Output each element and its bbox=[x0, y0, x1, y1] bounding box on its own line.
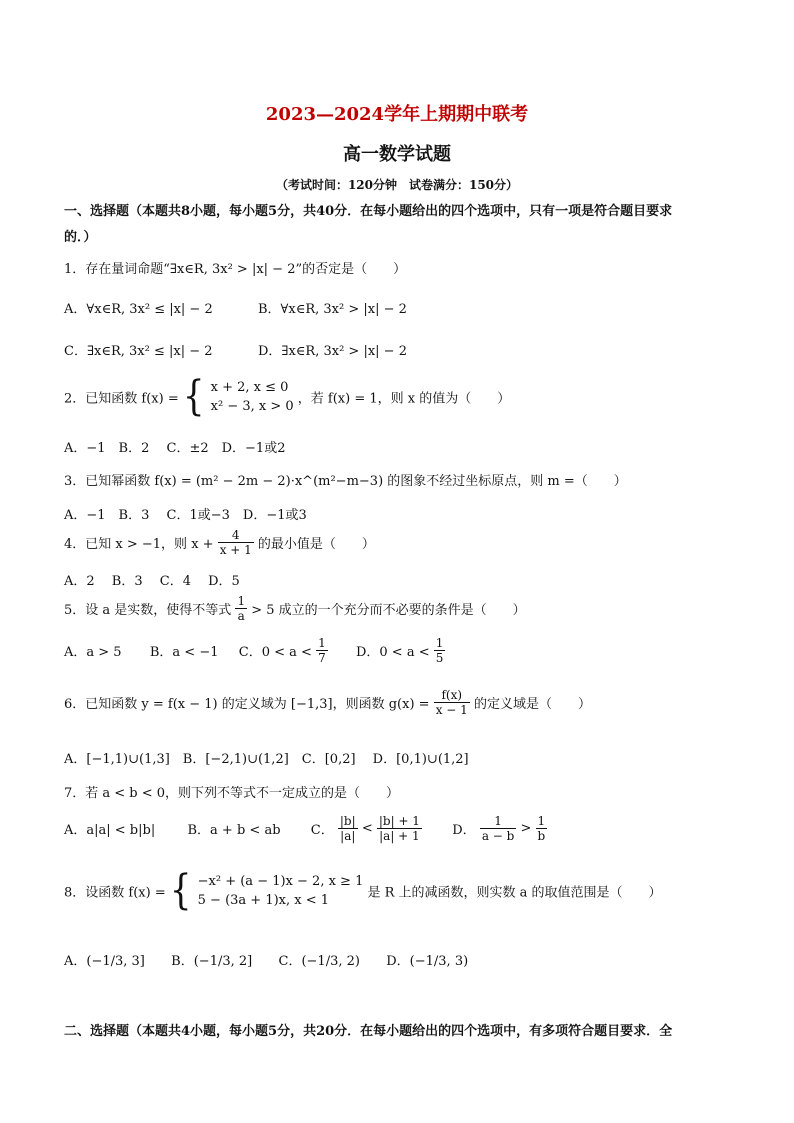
q7-c-den2: |a| + 1 bbox=[379, 829, 420, 843]
q7-option-d-frac2 bbox=[536, 814, 548, 843]
q8-option-b: B．(−1/3, 2] bbox=[171, 954, 253, 969]
q8-options bbox=[64, 950, 468, 969]
q1-stem: 1．存在量词命题“∃x∈R, 3x² > |x| − 2”的否定是（ ） bbox=[64, 262, 407, 277]
q6-stem bbox=[64, 688, 591, 717]
q7-option-d-frac1 bbox=[480, 814, 517, 843]
q7-d-num1: 1 bbox=[480, 814, 517, 829]
q7-option-c-label: C． bbox=[310, 823, 334, 838]
q8-option-a: A．(−1/3, 3] bbox=[64, 954, 145, 969]
q6-prefix: 6．已知函数 y = f(x − 1) 的定义域为 [−1,3]，则函数 g(x) = bbox=[64, 697, 430, 712]
q2-brace: { bbox=[182, 373, 205, 421]
q4-frac-den: x + 1 bbox=[219, 543, 252, 557]
q4-options: A．2 B．3 C．4 D．5 bbox=[64, 574, 240, 589]
q7-option-c-frac1 bbox=[338, 814, 358, 843]
q4-frac-num: 4 bbox=[218, 528, 254, 543]
q7-option-b: B．a + b < ab bbox=[187, 823, 281, 838]
q3-stem: 3．已知幂函数 f(x) = (m² − 2m − 2)·x^(m²−m−3) 的图象不经过坐标原点，则 m =（ ） bbox=[64, 474, 627, 489]
q4-fraction bbox=[218, 528, 254, 557]
q8-brace: { bbox=[169, 867, 192, 915]
q7-option-c-frac2 bbox=[377, 814, 422, 843]
q8-stem bbox=[64, 867, 662, 915]
q2-suffix: ，若 f(x) = 1，则 x 的值为（ ） bbox=[297, 391, 511, 407]
q2-stem bbox=[64, 373, 511, 421]
q7-d-gt: > bbox=[520, 821, 532, 836]
exam-subtitle: 高一数学试题 bbox=[343, 144, 451, 165]
q6-options: A．[−1,1)∪(1,3] B．[−2,1)∪(1,2] C．[0,2] D．[0,1)∪(1,2] bbox=[64, 752, 469, 767]
q8-suffix: 是 R 上的减函数，则实数 a 的取值范围是（ ） bbox=[367, 885, 662, 901]
q2-prefix: 2．已知函数 f(x) = bbox=[64, 391, 179, 407]
q6-suffix: 的定义域是（ ） bbox=[473, 697, 591, 712]
q5-option-a: A．a > 5 bbox=[64, 645, 122, 660]
q2-cases bbox=[211, 378, 294, 416]
q8-cases bbox=[198, 872, 364, 910]
q2-case2: x² − 3, x > 0 bbox=[210, 399, 294, 414]
q5-option-c-num: 1 bbox=[318, 636, 326, 650]
q1-option-c: C．∃x∈R, 3x² ≤ |x| − 2 bbox=[64, 344, 213, 359]
q7-stem: 7．若 a < b < 0，则下列不等式不一定成立的是（ ） bbox=[64, 786, 400, 801]
q5-option-c-fraction bbox=[316, 636, 328, 665]
q8-prefix: 8．设函数 f(x) = bbox=[64, 885, 166, 901]
q5-option-c: C．0 < a < bbox=[238, 645, 312, 660]
q7-d-num2: 1 bbox=[536, 814, 548, 829]
q1-option-b: B．∀x∈R, 3x² > |x| − 2 bbox=[258, 302, 407, 317]
q7-c-lt: < bbox=[361, 821, 373, 836]
q5-frac-den: a bbox=[237, 609, 245, 623]
q5-options bbox=[64, 636, 445, 665]
q7-c-num2: |b| + 1 bbox=[378, 814, 420, 828]
q1-option-d: D．∃x∈R, 3x² > |x| − 2 bbox=[258, 344, 407, 359]
q5-frac-num: 1 bbox=[237, 594, 246, 608]
exam-info: （考试时间：120分钟 试卷满分：150分） bbox=[275, 178, 519, 192]
q4-suffix: 的最小值是（ ） bbox=[257, 537, 375, 552]
q3-options: A．−1 B．3 C．1或−3 D．−1或3 bbox=[64, 508, 307, 523]
q2-options: A．−1 B．2 C．±2 D．−1或2 bbox=[64, 441, 286, 456]
q1-option-a: A．∀x∈R, 3x² ≤ |x| − 2 bbox=[64, 302, 213, 317]
section1-heading-line1: 一、选择题（本题共8小题，每小题5分，共40分．在每小题给出的四个选项中，只有一项是符合题目要求 bbox=[64, 204, 673, 219]
q4-stem bbox=[64, 528, 375, 557]
q5-option-d-den: 5 bbox=[435, 651, 444, 665]
q8-case2: 5 − (3a + 1)x, x < 1 bbox=[197, 893, 330, 908]
q5-prefix: 5．设 a 是实数，使得不等式 bbox=[64, 603, 232, 618]
q7-c-den1: |a| bbox=[340, 829, 356, 843]
q7-d-den2: b bbox=[537, 829, 546, 843]
q5-suffix: > 5 成立的一个充分而不必要的条件是（ ） bbox=[251, 603, 526, 618]
q8-option-c: C．(−1/3, 2) bbox=[278, 954, 360, 969]
q8-case1: −x² + (a − 1)x − 2, x ≥ 1 bbox=[197, 874, 364, 889]
q6-fraction bbox=[434, 688, 470, 717]
q5-option-d-fraction bbox=[434, 636, 446, 665]
q6-frac-den: x − 1 bbox=[435, 703, 468, 717]
section2-heading: 二、选择题（本题共4小题，每小题5分，共20分．在每小题给出的四个选项中，有多项符合题目要求．全 bbox=[64, 1024, 673, 1039]
q7-option-a: A．a|a| < b|b| bbox=[64, 823, 156, 838]
q5-fraction bbox=[235, 594, 247, 623]
q4-prefix: 4．已知 x > −1，则 x + bbox=[64, 537, 214, 552]
q5-option-c-den: 7 bbox=[318, 651, 326, 665]
q7-c-num1: |b| bbox=[339, 814, 356, 828]
section1-heading-line2: 的．） bbox=[64, 230, 97, 245]
q5-option-d-num: 1 bbox=[435, 636, 444, 650]
q5-option-b: B．a < −1 bbox=[149, 645, 219, 660]
q2-case1: x + 2, x ≤ 0 bbox=[210, 380, 289, 395]
exam-title: 2023—2024学年上期期中联考 bbox=[265, 104, 529, 125]
q6-frac-num: f(x) bbox=[434, 688, 470, 703]
q7-options bbox=[64, 814, 547, 843]
q5-option-d: D．0 < a < bbox=[355, 645, 430, 660]
q7-option-d-label: D． bbox=[452, 823, 476, 838]
q8-option-d: D．(−1/3, 3) bbox=[386, 954, 469, 969]
q5-stem bbox=[64, 594, 526, 623]
q7-d-den1: a − b bbox=[481, 829, 515, 843]
